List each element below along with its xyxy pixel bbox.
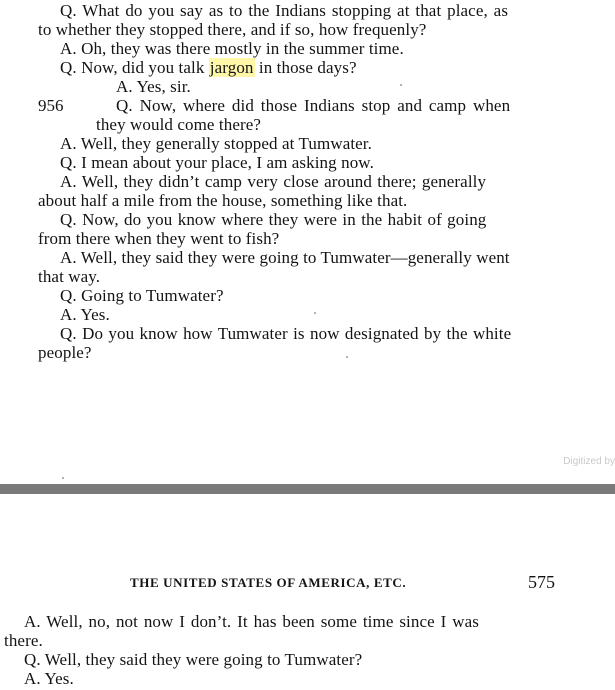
- text-line: Q. Going to Tumwater?: [60, 286, 224, 305]
- text-line: to whether they stopped there, and if so, how frequenly?: [38, 20, 427, 39]
- text-line: that way.: [38, 267, 101, 286]
- text-fragment: in those days?: [254, 58, 357, 77]
- highlighted-search-term: jargon: [209, 58, 254, 77]
- text-line: they would come there?: [96, 115, 262, 134]
- scan-speck: [62, 477, 64, 479]
- text-line: Q. Now, where did those Indians stop and camp when: [116, 96, 511, 115]
- text-line: A. Well, they generally stopped at Tumwater.: [60, 134, 372, 153]
- scan-speck: [346, 356, 348, 358]
- text-line: A. Yes.: [24, 669, 74, 688]
- text-line: people?: [38, 343, 92, 362]
- text-line: Q. Now, do you know where they were in the habit of going: [60, 210, 487, 229]
- text-line: A. Oh, they was there mostly in the summer time.: [60, 39, 404, 58]
- text-line: about half a mile from the house, something like that.: [38, 191, 408, 210]
- text-line: A. Well, no, not now I don’t. It has been some time since I was: [24, 612, 479, 631]
- margin-page-number: 956: [38, 96, 64, 115]
- text-line: Q. Well, they said they were going to Tumwater?: [24, 650, 363, 669]
- page-number: 575: [528, 572, 555, 592]
- text-line: A. Yes.: [60, 305, 110, 324]
- scan-speck: [314, 312, 316, 314]
- text-line: A. Well, they didn’t camp very close around there; generally: [60, 172, 487, 191]
- text-line: A. Well, they said they were going to Tumwater—generally went: [60, 248, 510, 267]
- scan-speck: [400, 84, 402, 86]
- text-line: Q. Do you know how Tumwater is now designated by the white: [60, 324, 512, 343]
- text-line: there.: [4, 631, 43, 650]
- text-line-with-highlight: [60, 59, 357, 77]
- text-line: Q. I mean about your place, I am asking now.: [60, 153, 374, 172]
- text-line: from there when they went to fish?: [38, 229, 280, 248]
- text-line: A. Yes, sir.: [116, 77, 191, 96]
- running-head: THE UNITED STATES OF AMERICA, ETC.: [130, 575, 407, 590]
- text-fragment: Q. Now, did you talk: [60, 58, 209, 77]
- text-line: Q. What do you say as to the Indians stopping at that place, as: [60, 1, 509, 20]
- page-divider: [0, 484, 615, 494]
- digitized-watermark: Digitized by: [563, 456, 615, 467]
